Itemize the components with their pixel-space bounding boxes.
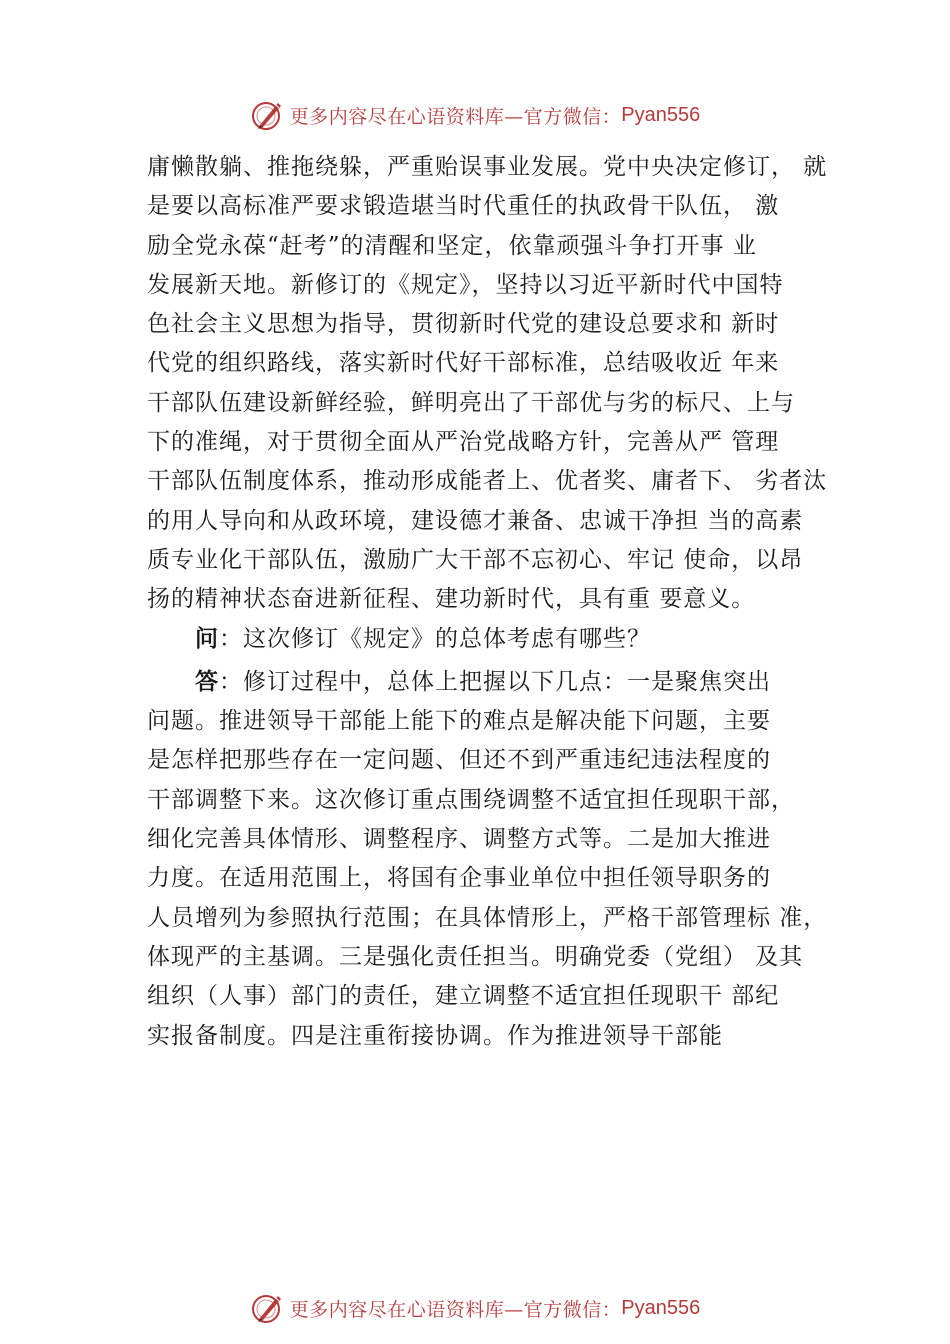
text-line: 干部调整下来。这次修订重点围绕调整不适宜担任现职干部， [147,786,795,813]
question-label: 问 [195,625,219,652]
banner-text: 更多内容尽在心语资料库—官方微信： [289,105,622,128]
text-line: 力度。在适用范围上，将国有企事业单位中担任领导职务的 [147,865,771,892]
pen-circle-icon [250,97,286,133]
text-line: 色社会主义思想为指导，贯彻新时代党的建设总要求和 新时 [147,311,780,338]
pen-circle-icon [250,1290,286,1326]
text-line: 问题。推进领导干部能上能下的难点是解决能下问题，主要 [147,708,771,735]
text-line: 体现严的主基调。三是强化责任担当。明确党委（党组） 及其 [147,943,804,970]
text-line: 是要以高标准严要求锻造堪当时代重任的执政骨干队伍， 激 [147,193,780,220]
text-line: 下的准绳，对于贯彻全面从严治党战略方针，完善从严 管理 [147,429,780,456]
question-text: ：这次修订《规定》的总体考虑有哪些？ [219,625,651,652]
answer-paragraph [147,663,857,1056]
paragraph [147,148,857,620]
text-line: 人员增列为参照执行范围；在具体情形上，严格干部管理标 准， [147,904,828,931]
text-line: 发展新天地。新修订的《规定》，坚持以习近平新时代中国特 [147,271,784,298]
text-line: 质专业化干部队伍，激励广大干部不忘初心、牢记 使命，以昂 [147,546,804,573]
text-line: 细化完善具体情形、调整程序、调整方式等。二是加大推进 [147,826,771,853]
wechat-id: Pyan556 [621,103,701,126]
answer-label: 答 [195,668,219,695]
header-banner [0,95,950,135]
text-line: 组织（人事）部门的责任，建立调整不适宜担任现职干 部纪 [147,983,780,1010]
footer-banner [0,1288,950,1328]
banner-text: 更多内容尽在心语资料库—官方微信： [289,1298,622,1321]
text-line: 励全党永葆“赶考”的清醒和坚定，依靠顽强斗争打开事 业 [147,232,757,259]
answer-first-text: ：修订过程中，总体上把握以下几点：一是聚焦突出 [219,668,771,695]
text-line: 实报备制度。四是注重衔接协调。作为推进领导干部能 [147,1022,723,1049]
wechat-id: Pyan556 [621,1296,701,1319]
text-line: 干部队伍制度体系，推动形成能者上、优者奖、庸者下、 劣者汰 [147,468,828,495]
text-line: 的用人导向和从政环境，建设德才兼备、忠诚干净担 当的高素 [147,507,804,534]
text-line: 代党的组织路线，落实新时代好干部标准，总结吸收近 年来 [147,350,780,377]
text-line: 是怎样把那些存在一定问题、但还不到严重违纪违法程度的 [147,747,771,774]
text-line: 干部队伍建设新鲜经验，鲜明亮出了干部优与劣的标尺、上与 [147,389,795,416]
answer-first-line [147,663,857,702]
question-line [147,620,857,659]
document-body [147,148,857,1056]
text-line: 庸懒散躺、推拖绕躲，严重贻误事业发展。党中央决定修订， 就 [147,154,828,180]
text-line: 扬的精神状态奋进新征程、建功新时代，具有重 要意义。 [147,586,756,613]
